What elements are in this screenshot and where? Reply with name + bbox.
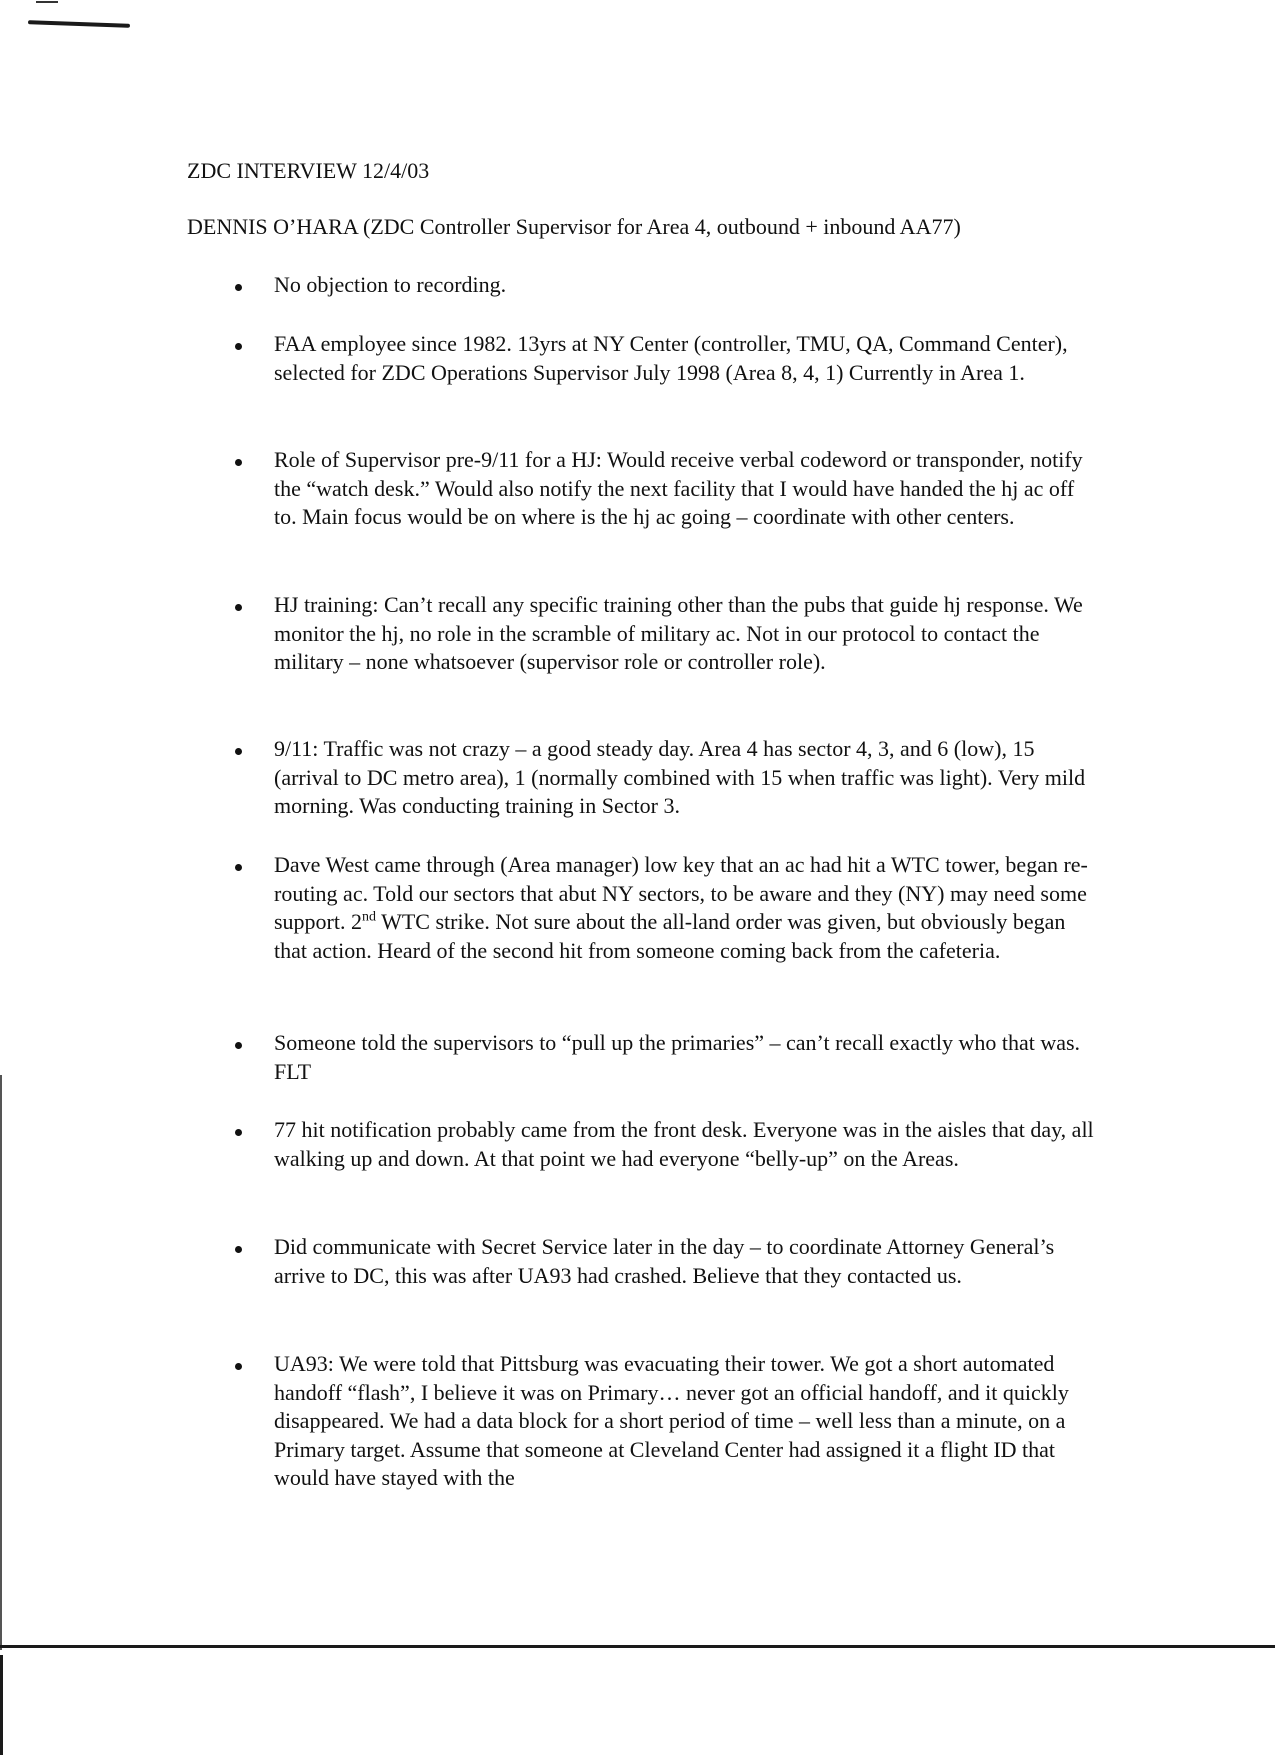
list-item xyxy=(236,1233,1096,1290)
bullet-text: Someone told the supervisors to “pull up the primaries” – can’t recall exactly who that was. FLT xyxy=(274,1030,1081,1084)
list-item xyxy=(236,1029,1096,1086)
bullet-icon xyxy=(235,343,242,350)
document-title: ZDC INTERVIEW 12/4/03 xyxy=(187,158,430,183)
list-item xyxy=(236,735,1096,821)
bullet-icon xyxy=(235,1129,242,1136)
interview-subject: DENNIS O’HARA (ZDC Controller Supervisor for Area 4, outbound + inbound AA77) xyxy=(187,214,961,239)
bullet-text xyxy=(274,851,1096,965)
bullet-icon xyxy=(235,284,242,291)
scan-artifact-left-edge xyxy=(0,1075,2,1650)
scan-artifact-bottom-rule xyxy=(0,1645,1275,1648)
bullet-text-part: WTC strike. Not sure about the all-land order was given, but obviously began that action. Heard of the second hit from someone coming back from the cafeteria. xyxy=(274,909,1066,963)
list-item xyxy=(236,330,1096,387)
list-item xyxy=(236,851,1096,965)
bullet-text: Role of Supervisor pre-9/11 for a HJ: Would receive verbal codeword or transponder, notify the “watch desk.” Would also notify the next facility that I would have handed the hj ac off to. Main focus would be on where is the hj ac going – coordinate with other centers. xyxy=(274,447,1083,530)
bullet-text: No objection to recording. xyxy=(274,272,507,297)
bullet-text: FAA employee since 1982. 13yrs at NY Center (controller, TMU, QA, Command Center), selected for ZDC Operations Supervisor July 1998 (Area 8, 4, 1) Currently in Area 1. xyxy=(274,331,1068,385)
bullet-icon xyxy=(235,1042,242,1049)
bullet-icon xyxy=(235,748,242,755)
scan-artifact-top-tick xyxy=(36,1,58,3)
list-item xyxy=(236,271,1096,300)
bullet-text: Did communicate with Secret Service later in the day – to coordinate Attorney General’s arrive to DC, this was after UA93 had crashed. Believe that they contacted us. xyxy=(274,1234,1055,1288)
bullet-icon xyxy=(235,864,242,871)
ordinal-suffix: nd xyxy=(362,909,376,925)
bullet-icon xyxy=(235,604,242,611)
scan-artifact-left-edge-bottom xyxy=(0,1655,3,1755)
scan-artifact-top-mark xyxy=(28,20,130,28)
list-item xyxy=(236,1350,1096,1493)
bullet-icon xyxy=(235,1363,242,1370)
bullet-text: UA93: We were told that Pittsburg was evacuating their tower. We got a short automated handoff “flash”, I believe it was on Primary… never got an official handoff, and it quickly disappeared. We had a data block for a short period of time – well less than a minute, on a Primary target. Assume that someone at Cleveland Center had assigned it a flight ID that would have stayed with the xyxy=(274,1351,1069,1491)
list-item xyxy=(236,591,1096,677)
bullet-text-part: Dave West came through (Area manager) low key that an ac had hit a WTC tower, began re-routing ac. Told our sectors that abut NY sectors, to be aware and they (NY) may need some support. 2 xyxy=(274,852,1088,935)
bullet-icon xyxy=(235,1246,242,1253)
bullet-text: 9/11: Traffic was not crazy – a good steady day. Area 4 has sector 4, 3, and 6 (low), 15 (arrival to DC metro area), 1 (normally combined with 15 when traffic was light). Very mild morning. Was conducting training in Sector 3. xyxy=(274,736,1086,819)
list-item xyxy=(236,1116,1096,1173)
list-item xyxy=(236,446,1096,532)
bullet-text: 77 hit notification probably came from the front desk. Everyone was in the aisles that day, all walking up and down. At that point we had everyone “belly-up” on the Areas. xyxy=(274,1117,1094,1171)
bullet-icon xyxy=(235,459,242,466)
bullet-text: HJ training: Can’t recall any specific training other than the pubs that guide hj response. We monitor the hj, no role in the scramble of military ac. Not in our protocol to contact the military – none whatsoever (supervisor role or controller role). xyxy=(274,592,1083,675)
